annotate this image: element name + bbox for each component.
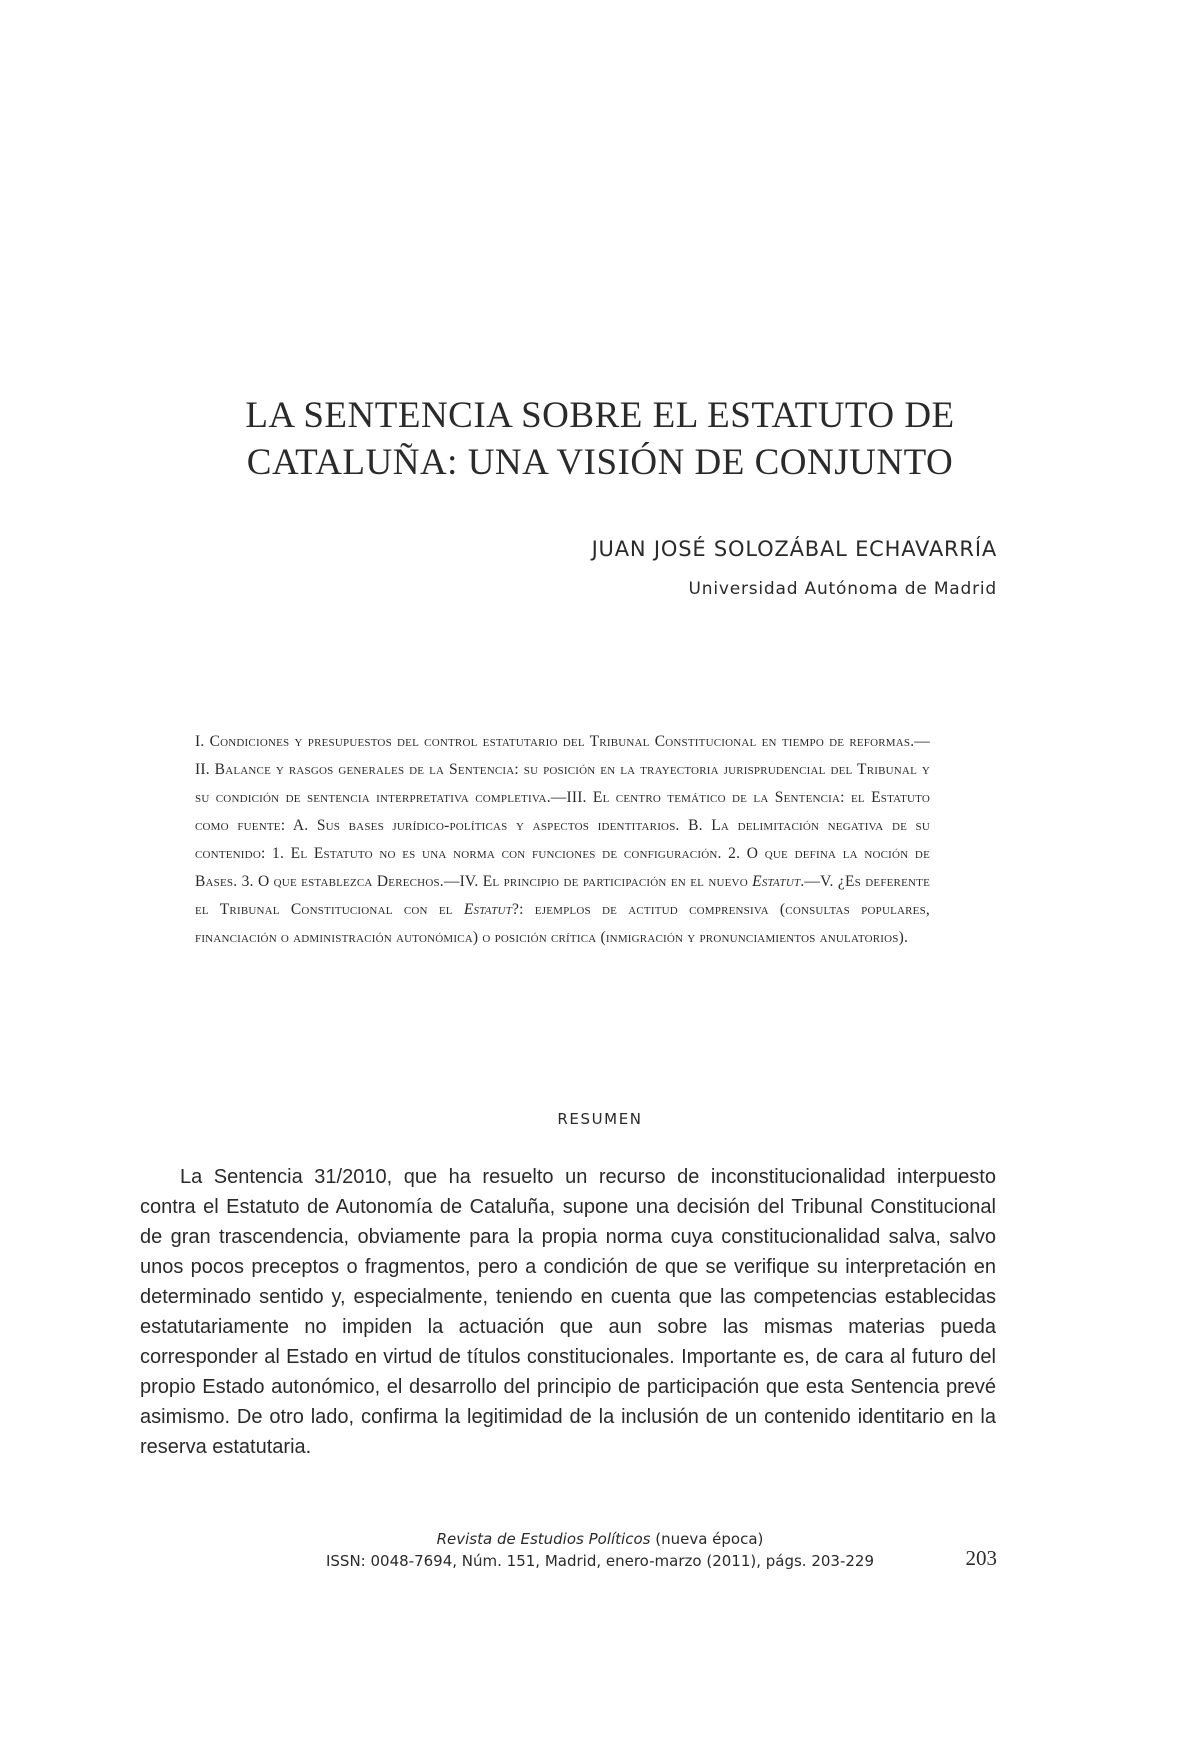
article-title-line-2: CATALUÑA: UNA VISIÓN DE CONJUNTO bbox=[246, 442, 954, 483]
author-affiliation: Universidad Autónoma de Madrid bbox=[688, 579, 997, 599]
footer-issn-line: ISSN: 0048-7694, Núm. 151, Madrid, enero-marzo (2011), págs. 203-229 bbox=[325, 1552, 875, 1570]
summary-text-1: I. Condiciones y presupuestos del control estatutario del Tribunal Constitucional en tiempo de reformas.—II. Balance y rasgos generales de la Sentencia: su posición en la trayectoria jurisprudencial del Tribunal y su condición de sentencia interpretativa completiva.—III. El centro temático de la Sentencia: el Estatuto como fuente: A. Sus bases jurídico-políticas y aspectos identitarios. B. La delimitación negativa de su contenido: 1. El Estatuto no es una norma con funciones de configuración. 2. O que defina la noción de Bases. 3. O que establezca Derechos.—IV. El principio de participación en el nuevo bbox=[195, 733, 930, 890]
footer-journal-line bbox=[0, 1530, 1200, 1548]
abstract-paragraph: La Sentencia 31/2010, que ha resuelto un recurso de inconstitucionalidad interpuesto contra el Estatuto de Autonomía de Cataluña, supone una decisión del Tribunal Constitucional de gran trascendencia, obviamente para la propia norma cuya constitucionalidad salva, salvo unos pocos preceptos o fragmentos, pero a condición de que se verifique su interpretación en determinado sentido y, especialmente, teniendo en cuenta que las competencias establecidas estatutariamente no impiden la actuación que aun sobre las mismas materias pueda corresponder al Estado en virtud de títulos constitucionales. Importante es, de cara al futuro del propio Estado autonómico, el desarrollo del principio de participación que esta Sentencia prevé asimismo. De otro lado, confirma la legitimidad de la inclusión de un contenido identitario en la reserva estatutaria. bbox=[140, 1166, 996, 1458]
author-name: JUAN JOSÉ SOLOZÁBAL ECHAVARRÍA bbox=[591, 537, 997, 561]
article-title-line-1: LA SENTENCIA SOBRE EL ESTATUTO DE bbox=[245, 395, 955, 436]
article-title bbox=[150, 392, 1050, 486]
abstract-heading: RESUMEN bbox=[557, 1110, 643, 1128]
journal-name: Revista de Estudios Políticos bbox=[436, 1530, 651, 1548]
journal-suffix: (nueva época) bbox=[650, 1530, 764, 1548]
summary-italic-2: Estatut bbox=[463, 901, 513, 918]
summary-italic-1: Estatut bbox=[752, 873, 801, 890]
table-of-contents-summary bbox=[195, 728, 930, 952]
summary-text-2: .—V. ¿Es deferente el Tribunal Constitucional con el bbox=[195, 873, 930, 918]
page-number: 203 bbox=[965, 1546, 997, 1570]
summary-text-3: ?: ejemplos de actitud comprensiva (consultas populares, financiación o administración autonómica) o posición crítica (inmigración y pronunciamientos anulatorios). bbox=[195, 901, 930, 946]
